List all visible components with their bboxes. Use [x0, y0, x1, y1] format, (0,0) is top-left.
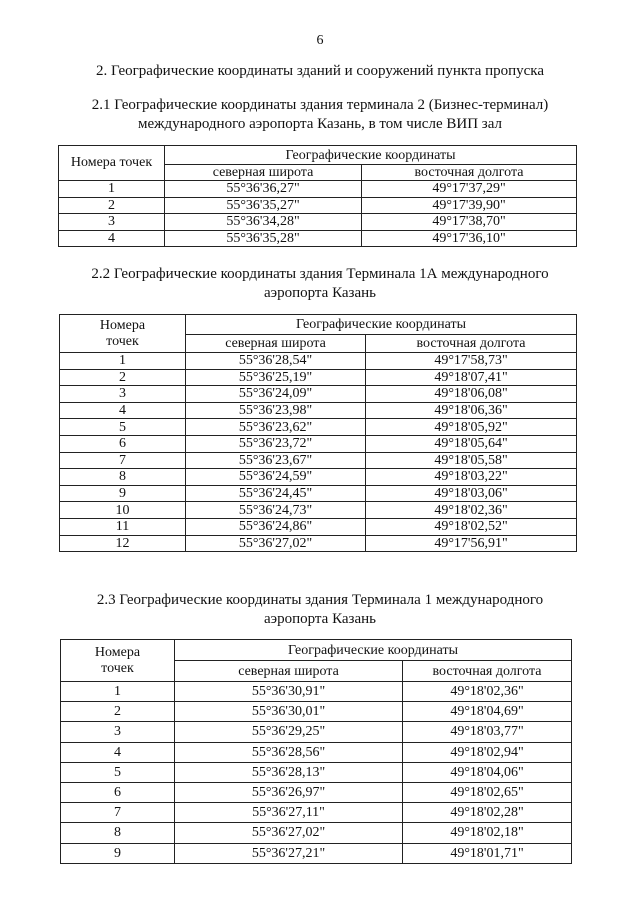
- header-coordinates: Географические координаты: [165, 146, 577, 165]
- latitude-value: 55°36'28,56": [175, 742, 403, 762]
- point-number: 6: [61, 782, 175, 802]
- latitude-value: 55°36'28,13": [175, 762, 403, 782]
- table-row: [61, 742, 572, 762]
- header-longitude: восточная долгота: [366, 335, 577, 353]
- latitude-value: 55°36'24,59": [186, 469, 366, 486]
- table-title-line: 2.1 Географические координаты здания терминала 2 (Бизнес-терминал): [91, 97, 549, 113]
- latitude-value: 55°36'35,27": [165, 197, 362, 214]
- latitude-value: 55°36'29,25": [175, 722, 403, 742]
- latitude-value: 55°36'23,67": [186, 452, 366, 469]
- latitude-value: 55°36'24,09": [186, 386, 366, 403]
- point-number: 8: [61, 823, 175, 843]
- table-title: [0, 591, 640, 629]
- point-number: 9: [61, 843, 175, 863]
- point-number: 4: [61, 742, 175, 762]
- table-row: [60, 452, 577, 469]
- table-row: [61, 782, 572, 802]
- table-row: [60, 485, 577, 502]
- longitude-value: 49°18'02,94": [403, 742, 572, 762]
- table-row: [60, 369, 577, 386]
- header-row: [59, 146, 577, 165]
- longitude-value: 49°18'02,36": [403, 682, 572, 702]
- table-row: [60, 435, 577, 452]
- latitude-value: 55°36'24,86": [186, 518, 366, 535]
- latitude-value: 55°36'23,72": [186, 435, 366, 452]
- table-row: [59, 214, 577, 231]
- table-row: [59, 230, 577, 247]
- coordinates-table: [58, 145, 577, 247]
- section-title: 2. Географические координаты зданий и сооружений пункта пропуска: [95, 63, 545, 79]
- latitude-value: 55°36'30,01": [175, 702, 403, 722]
- point-number: 1: [60, 353, 186, 370]
- longitude-value: 49°18'02,52": [366, 518, 577, 535]
- point-number: 2: [59, 197, 165, 214]
- coordinates-table: [60, 639, 572, 864]
- point-number: 3: [59, 214, 165, 231]
- longitude-value: 49°17'56,91": [366, 535, 577, 552]
- longitude-value: 49°17'36,10": [362, 230, 577, 247]
- longitude-value: 49°18'03,22": [366, 469, 577, 486]
- point-number: 7: [61, 803, 175, 823]
- table-row: [61, 682, 572, 702]
- longitude-value: 49°17'38,70": [362, 214, 577, 231]
- latitude-value: 55°36'23,98": [186, 402, 366, 419]
- table-title-line: аэропорта Казань: [264, 285, 376, 301]
- header-coordinates: Географические координаты: [186, 315, 577, 335]
- table-title-line: 2.2 Географические координаты здания Терминала 1А международного: [91, 266, 549, 282]
- table-row: [60, 402, 577, 419]
- header-row: [60, 315, 577, 335]
- latitude-value: 55°36'28,54": [186, 353, 366, 370]
- latitude-value: 55°36'36,27": [165, 181, 362, 198]
- table-row: [60, 419, 577, 436]
- point-number: 1: [61, 682, 175, 702]
- latitude-value: 55°36'27,02": [175, 823, 403, 843]
- table-row: [60, 386, 577, 403]
- header-point-number: Номера точек: [59, 146, 165, 181]
- point-number: 2: [61, 702, 175, 722]
- longitude-value: 49°18'02,28": [403, 803, 572, 823]
- table-row: [60, 502, 577, 519]
- longitude-value: 49°17'58,73": [366, 353, 577, 370]
- table-row: [61, 843, 572, 863]
- header-longitude: восточная долгота: [362, 165, 577, 181]
- latitude-value: 55°36'34,28": [165, 214, 362, 231]
- point-number: 4: [60, 402, 186, 419]
- point-number: 10: [60, 502, 186, 519]
- longitude-value: 49°18'05,58": [366, 452, 577, 469]
- table-row: [59, 197, 577, 214]
- point-number: 9: [60, 485, 186, 502]
- longitude-value: 49°18'04,06": [403, 762, 572, 782]
- table-row: [59, 181, 577, 198]
- point-number: 3: [61, 722, 175, 742]
- latitude-value: 55°36'35,28": [165, 230, 362, 247]
- point-number: 8: [60, 469, 186, 486]
- header-row: [61, 640, 572, 661]
- longitude-value: 49°18'04,69": [403, 702, 572, 722]
- longitude-value: 49°18'01,71": [403, 843, 572, 863]
- header-point-number: Номера точек: [60, 315, 186, 353]
- table-row: [61, 762, 572, 782]
- point-number: 4: [59, 230, 165, 247]
- table-row: [60, 469, 577, 486]
- table-row: [61, 803, 572, 823]
- table-title-line: аэропорта Казань: [264, 611, 376, 627]
- longitude-value: 49°18'03,77": [403, 722, 572, 742]
- longitude-value: 49°17'37,29": [362, 181, 577, 198]
- header-point-number: Номера точек: [61, 640, 175, 682]
- point-number: 12: [60, 535, 186, 552]
- point-number: 7: [60, 452, 186, 469]
- latitude-value: 55°36'25,19": [186, 369, 366, 386]
- coordinates-table: [59, 314, 577, 552]
- longitude-value: 49°18'02,36": [366, 502, 577, 519]
- header-longitude: восточная долгота: [403, 661, 572, 682]
- page-number: 6: [316, 33, 324, 48]
- longitude-value: 49°18'03,06": [366, 485, 577, 502]
- latitude-value: 55°36'27,02": [186, 535, 366, 552]
- table-row: [61, 722, 572, 742]
- header-latitude: северная широта: [165, 165, 362, 181]
- longitude-value: 49°18'02,65": [403, 782, 572, 802]
- table-title: [0, 265, 640, 303]
- table-row: [61, 823, 572, 843]
- latitude-value: 55°36'23,62": [186, 419, 366, 436]
- longitude-value: 49°18'06,08": [366, 386, 577, 403]
- table-title-line: международного аэропорта Казань, в том числе ВИП зал: [138, 116, 502, 132]
- header-latitude: северная широта: [186, 335, 366, 353]
- header-latitude: северная широта: [175, 661, 403, 682]
- table-title-line: 2.3 Географические координаты здания Терминала 1 международного: [96, 592, 544, 608]
- point-number: 5: [61, 762, 175, 782]
- longitude-value: 49°18'06,36": [366, 402, 577, 419]
- point-number: 6: [60, 435, 186, 452]
- longitude-value: 49°18'02,18": [403, 823, 572, 843]
- point-number: 2: [60, 369, 186, 386]
- header-coordinates: Географические координаты: [175, 640, 572, 661]
- table-row: [61, 702, 572, 722]
- table-row: [60, 535, 577, 552]
- point-number: 5: [60, 419, 186, 436]
- longitude-value: 49°18'07,41": [366, 369, 577, 386]
- table-row: [60, 353, 577, 370]
- latitude-value: 55°36'27,21": [175, 843, 403, 863]
- latitude-value: 55°36'24,73": [186, 502, 366, 519]
- table-title: [0, 96, 640, 134]
- longitude-value: 49°18'05,64": [366, 435, 577, 452]
- point-number: 1: [59, 181, 165, 198]
- longitude-value: 49°18'05,92": [366, 419, 577, 436]
- point-number: 3: [60, 386, 186, 403]
- longitude-value: 49°17'39,90": [362, 197, 577, 214]
- latitude-value: 55°36'26,97": [175, 782, 403, 802]
- latitude-value: 55°36'24,45": [186, 485, 366, 502]
- latitude-value: 55°36'27,11": [175, 803, 403, 823]
- latitude-value: 55°36'30,91": [175, 682, 403, 702]
- table-row: [60, 518, 577, 535]
- point-number: 11: [60, 518, 186, 535]
